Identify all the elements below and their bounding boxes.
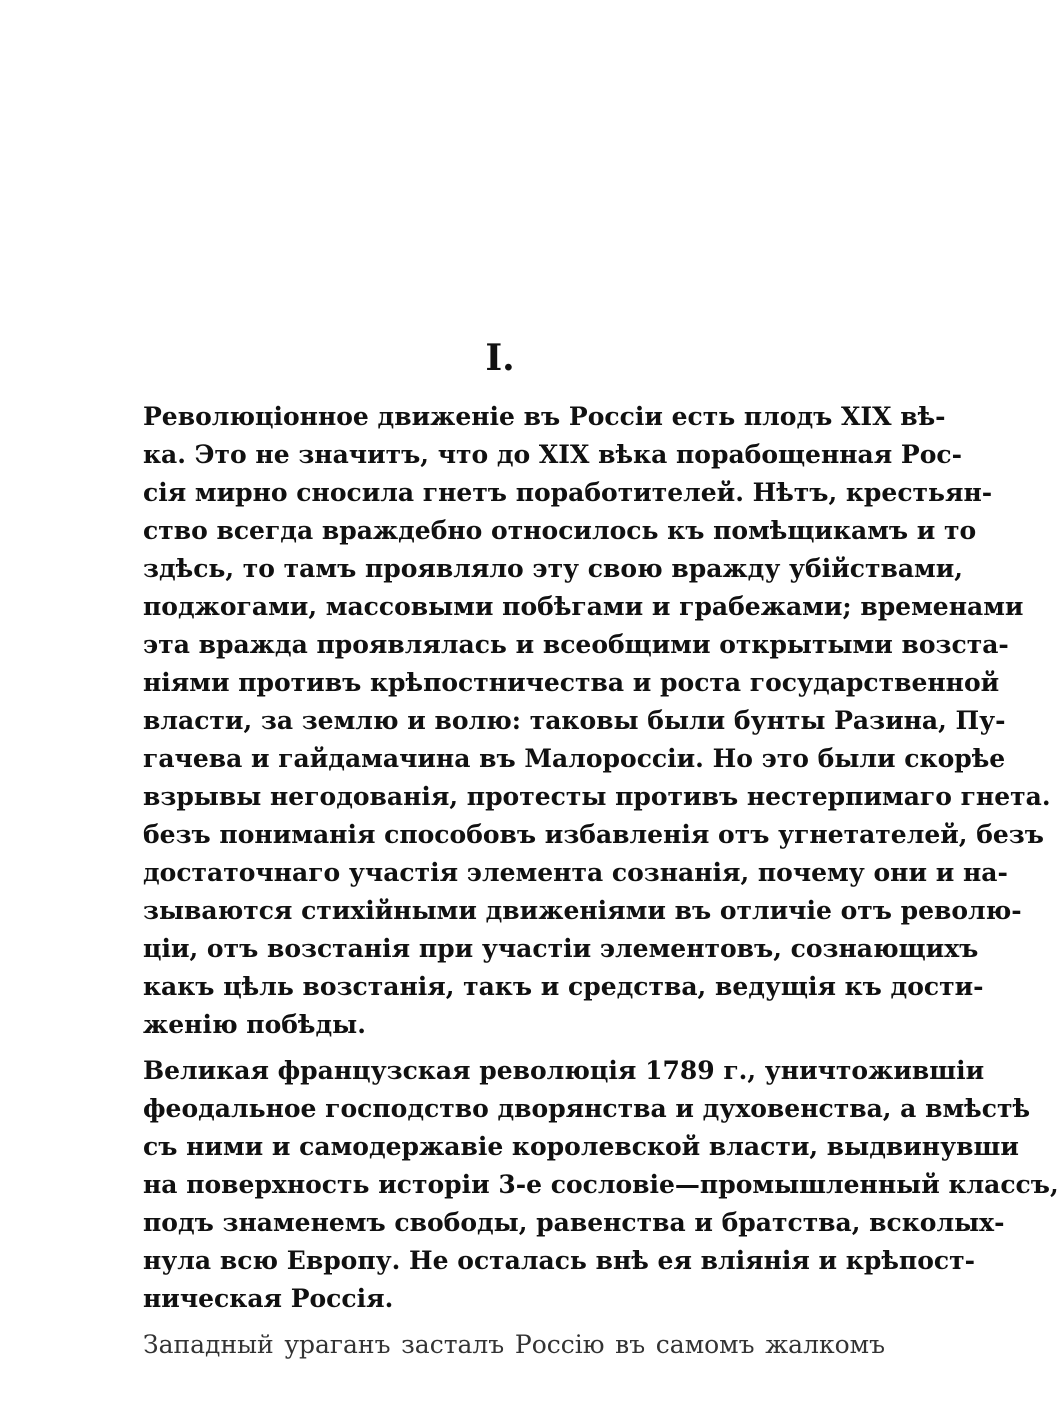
text-line: безъ пониманія способовъ избавленія отъ угнетателей, безъ [143,820,1044,849]
text-line: Революціонное движеніе въ Россіи есть плодъ XIX вѣ- [143,402,946,431]
text-line: нула всю Европу. Не осталась внѣ ея вліянія и крѣпост- [143,1246,975,1275]
section-number: I. [485,337,515,379]
body-text [143,398,1059,1364]
text-line: ство всегда враждебно относилось къ помѣщикамъ и то [143,516,977,545]
text-line: власти, за землю и волю: таковы были бунты Разина, Пу- [143,706,1006,735]
text-line: феодальное господство дворянства и духовенства, а вмѣстѣ [143,1094,1031,1123]
paragraph-gap [143,1318,885,1326]
text-line: поджогами, массовыми побѣгами и грабежами; временами [143,592,1024,621]
text-line: Великая французская революція 1789 г., уничтожившіи [143,1056,985,1085]
text-line: Западный ураганъ засталъ Россію въ самомъ жалкомъ [143,1330,885,1359]
text-line: ціи, отъ возстанія при участіи элементовъ, сознающихъ [143,934,979,963]
text-line: ніями противъ крѣпостничества и роста государственной [143,668,1000,697]
text-line: достаточнаго участія элемента сознанія, почему они и на- [143,858,1008,887]
paragraph-2 [143,1052,1059,1318]
paragraph-1 [143,398,1051,1044]
text-line: сія мирно сносила гнетъ поработителей. Нѣтъ, крестьян- [143,478,993,507]
text-line: какъ цѣль возстанія, такъ и средства, ведущія къ дости- [143,972,984,1001]
text-line: женію побѣды. [143,1010,366,1039]
text-line: зываются стихійными движеніями въ отличіе отъ револю- [143,896,1022,925]
text-line: на поверхность исторіи 3-е сословіе—промышленный классъ, [143,1170,1059,1199]
text-line: здѣсь, то тамъ проявляло эту свою вражду убійствами, [143,554,963,583]
text-line: гачева и гайдамачина въ Малороссіи. Но это были скорѣе [143,744,1006,773]
paragraph-3 [143,1326,885,1364]
text-line: эта вражда проявлялась и всеобщими открытыми возста- [143,630,1009,659]
text-line: подъ знаменемъ свободы, равенства и братства, всколых- [143,1208,1005,1237]
paragraph-gap [143,1044,885,1052]
text-line: ка. Это не значитъ, что до XIX вѣка порабощенная Рос- [143,440,962,469]
text-line: ническая Россія. [143,1284,394,1313]
text-line: взрывы негодованія, протесты противъ нестерпимаго гнета. [143,782,1051,811]
text-line: съ ними и самодержавіе королевской власти, выдвинувши [143,1132,1019,1161]
